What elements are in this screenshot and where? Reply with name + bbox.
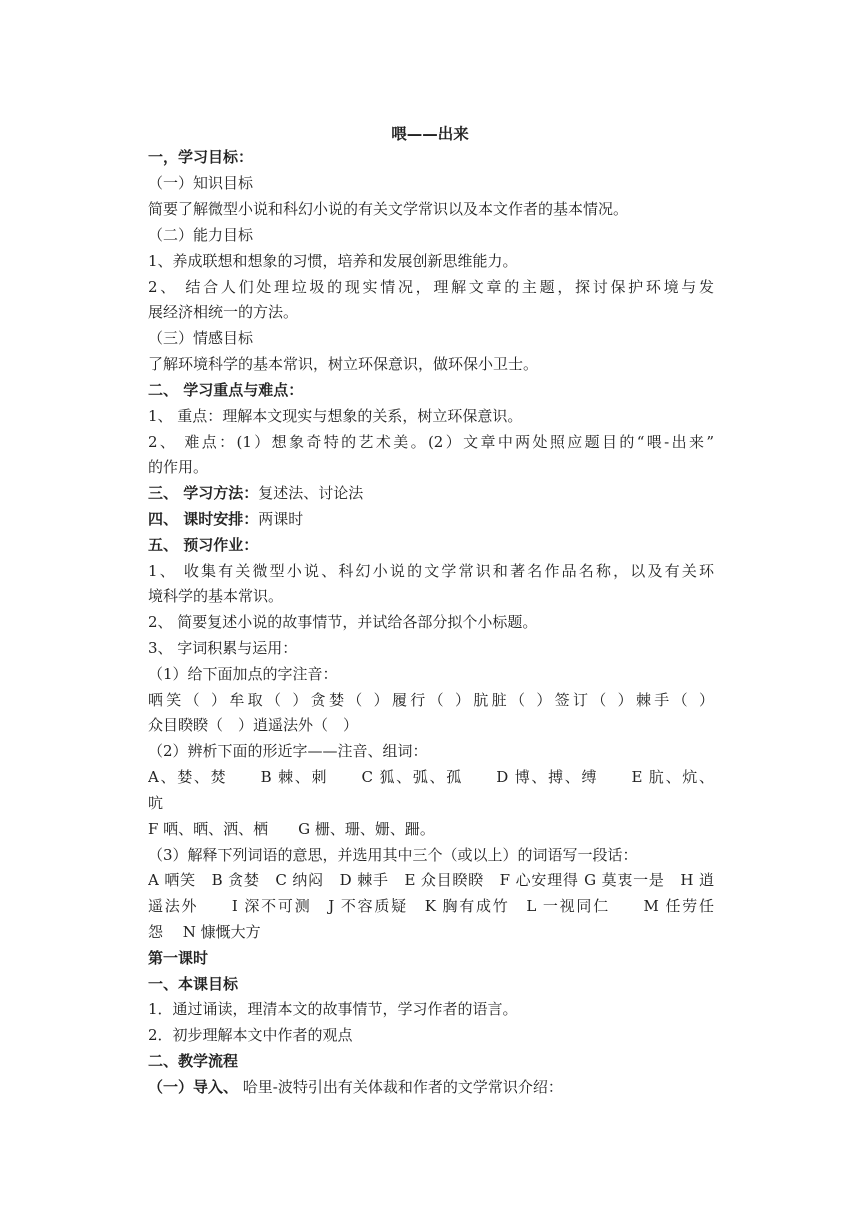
list-item-continued: 的作用。 <box>148 458 209 476</box>
paragraph: 了解环境科学的基本常识，树立环保意识，做环保小卫士。 <box>148 355 539 373</box>
paragraph: 简要了解微型小说和科幻小说的有关文学常识以及本文作者的基本情况。 <box>148 200 629 218</box>
section-value: 两课时 <box>258 510 304 528</box>
exercise-line: F 哂、晒、洒、栖 G 栅、珊、姗、跚。 <box>148 820 435 838</box>
list-item: 1．通过诵读，理清本文的故事情节，学习作者的语言。 <box>148 1000 518 1018</box>
section-heading: 一，学习目标： <box>148 148 254 166</box>
section-heading: 一、本课目标 <box>148 975 239 993</box>
section-heading: 五、 预习作业： <box>148 536 259 554</box>
section-value: 复述法、讨论法 <box>258 484 364 502</box>
exercise-line: 众目睽睽（ ）逍遥法外（ ） <box>148 716 359 734</box>
section-line <box>148 1076 714 1098</box>
list-item: 2、 结合人们处理垃圾的现实情况，理解文章的主题，探讨保护环境与发 <box>148 278 714 296</box>
section-heading: 二、 学习重点与难点： <box>148 381 304 399</box>
list-item-continued: 境科学的基本常识。 <box>148 587 284 605</box>
sub-heading: （一）导入、 <box>148 1078 239 1096</box>
section-heading: 四、 课时安排： <box>148 510 259 528</box>
section-heading: 第一课时 <box>148 949 209 967</box>
sub-heading: （二）能力目标 <box>148 226 254 244</box>
exercise-line: 哂笑（ ）牟取（ ）贪婪（ ）履行（ ）肮脏（ ）签订（ ）棘手（ ） <box>148 691 714 709</box>
sub-heading: （3）解释下列词语的意思，并选用其中三个（或以上）的词语写一段话： <box>148 846 638 864</box>
list-item: 2、 难点：(1）想象奇特的艺术美。(2）文章中两处照应题目的“喂-出来” <box>148 433 714 451</box>
document-title: 喂——出来 <box>391 125 469 143</box>
section-line <box>148 482 714 504</box>
sub-heading: （一）知识目标 <box>148 174 254 192</box>
paragraph: 哈里-波特引出有关体裁和作者的文学常识介绍： <box>238 1078 563 1096</box>
sub-heading: （2）辨析下面的形近字——注音、组词： <box>148 742 428 760</box>
exercise-line: 遥法外 I 深不可测 J 不容质疑 K 胸有成竹 L 一视同仁 M 任劳任 <box>148 897 714 915</box>
section-heading: 三、 学习方法： <box>148 484 259 502</box>
exercise-line: A、婪、焚 B 棘、刺 C 狐、弧、孤 D 博、搏、缚 E 肮、炕、 <box>148 768 714 786</box>
section-heading: 二、教学流程 <box>148 1052 239 1070</box>
exercise-line: A 哂笑 B 贪婪 C 纳闷 D 棘手 E 众目睽睽 F 心安理得 G 莫衷一是 H 逍 <box>148 871 714 889</box>
list-item: 3、 字词积累与运用： <box>148 639 298 657</box>
list-item: 2．初步理解本文中作者的观点 <box>148 1026 353 1044</box>
section-line <box>148 508 714 530</box>
list-item: 1、 收集有关微型小说、科幻小说的文学常识和著名作品名称，以及有关环 <box>148 562 714 580</box>
exercise-line: 吭 <box>148 794 164 812</box>
list-item: 2、 简要复述小说的故事情节，并试给各部分拟个小标题。 <box>148 613 538 631</box>
sub-heading: （1）给下面加点的字注音： <box>148 665 338 683</box>
list-item-continued: 展经济相统一的方法。 <box>148 303 299 321</box>
sub-heading: （三）情感目标 <box>148 329 254 347</box>
exercise-line: 怨 N 慷慨大方 <box>148 923 261 941</box>
list-item: 1、养成联想和想象的习惯，培养和发展创新思维能力。 <box>148 252 518 270</box>
list-item: 1、 重点：理解本文现实与想象的关系，树立环保意识。 <box>148 407 523 425</box>
